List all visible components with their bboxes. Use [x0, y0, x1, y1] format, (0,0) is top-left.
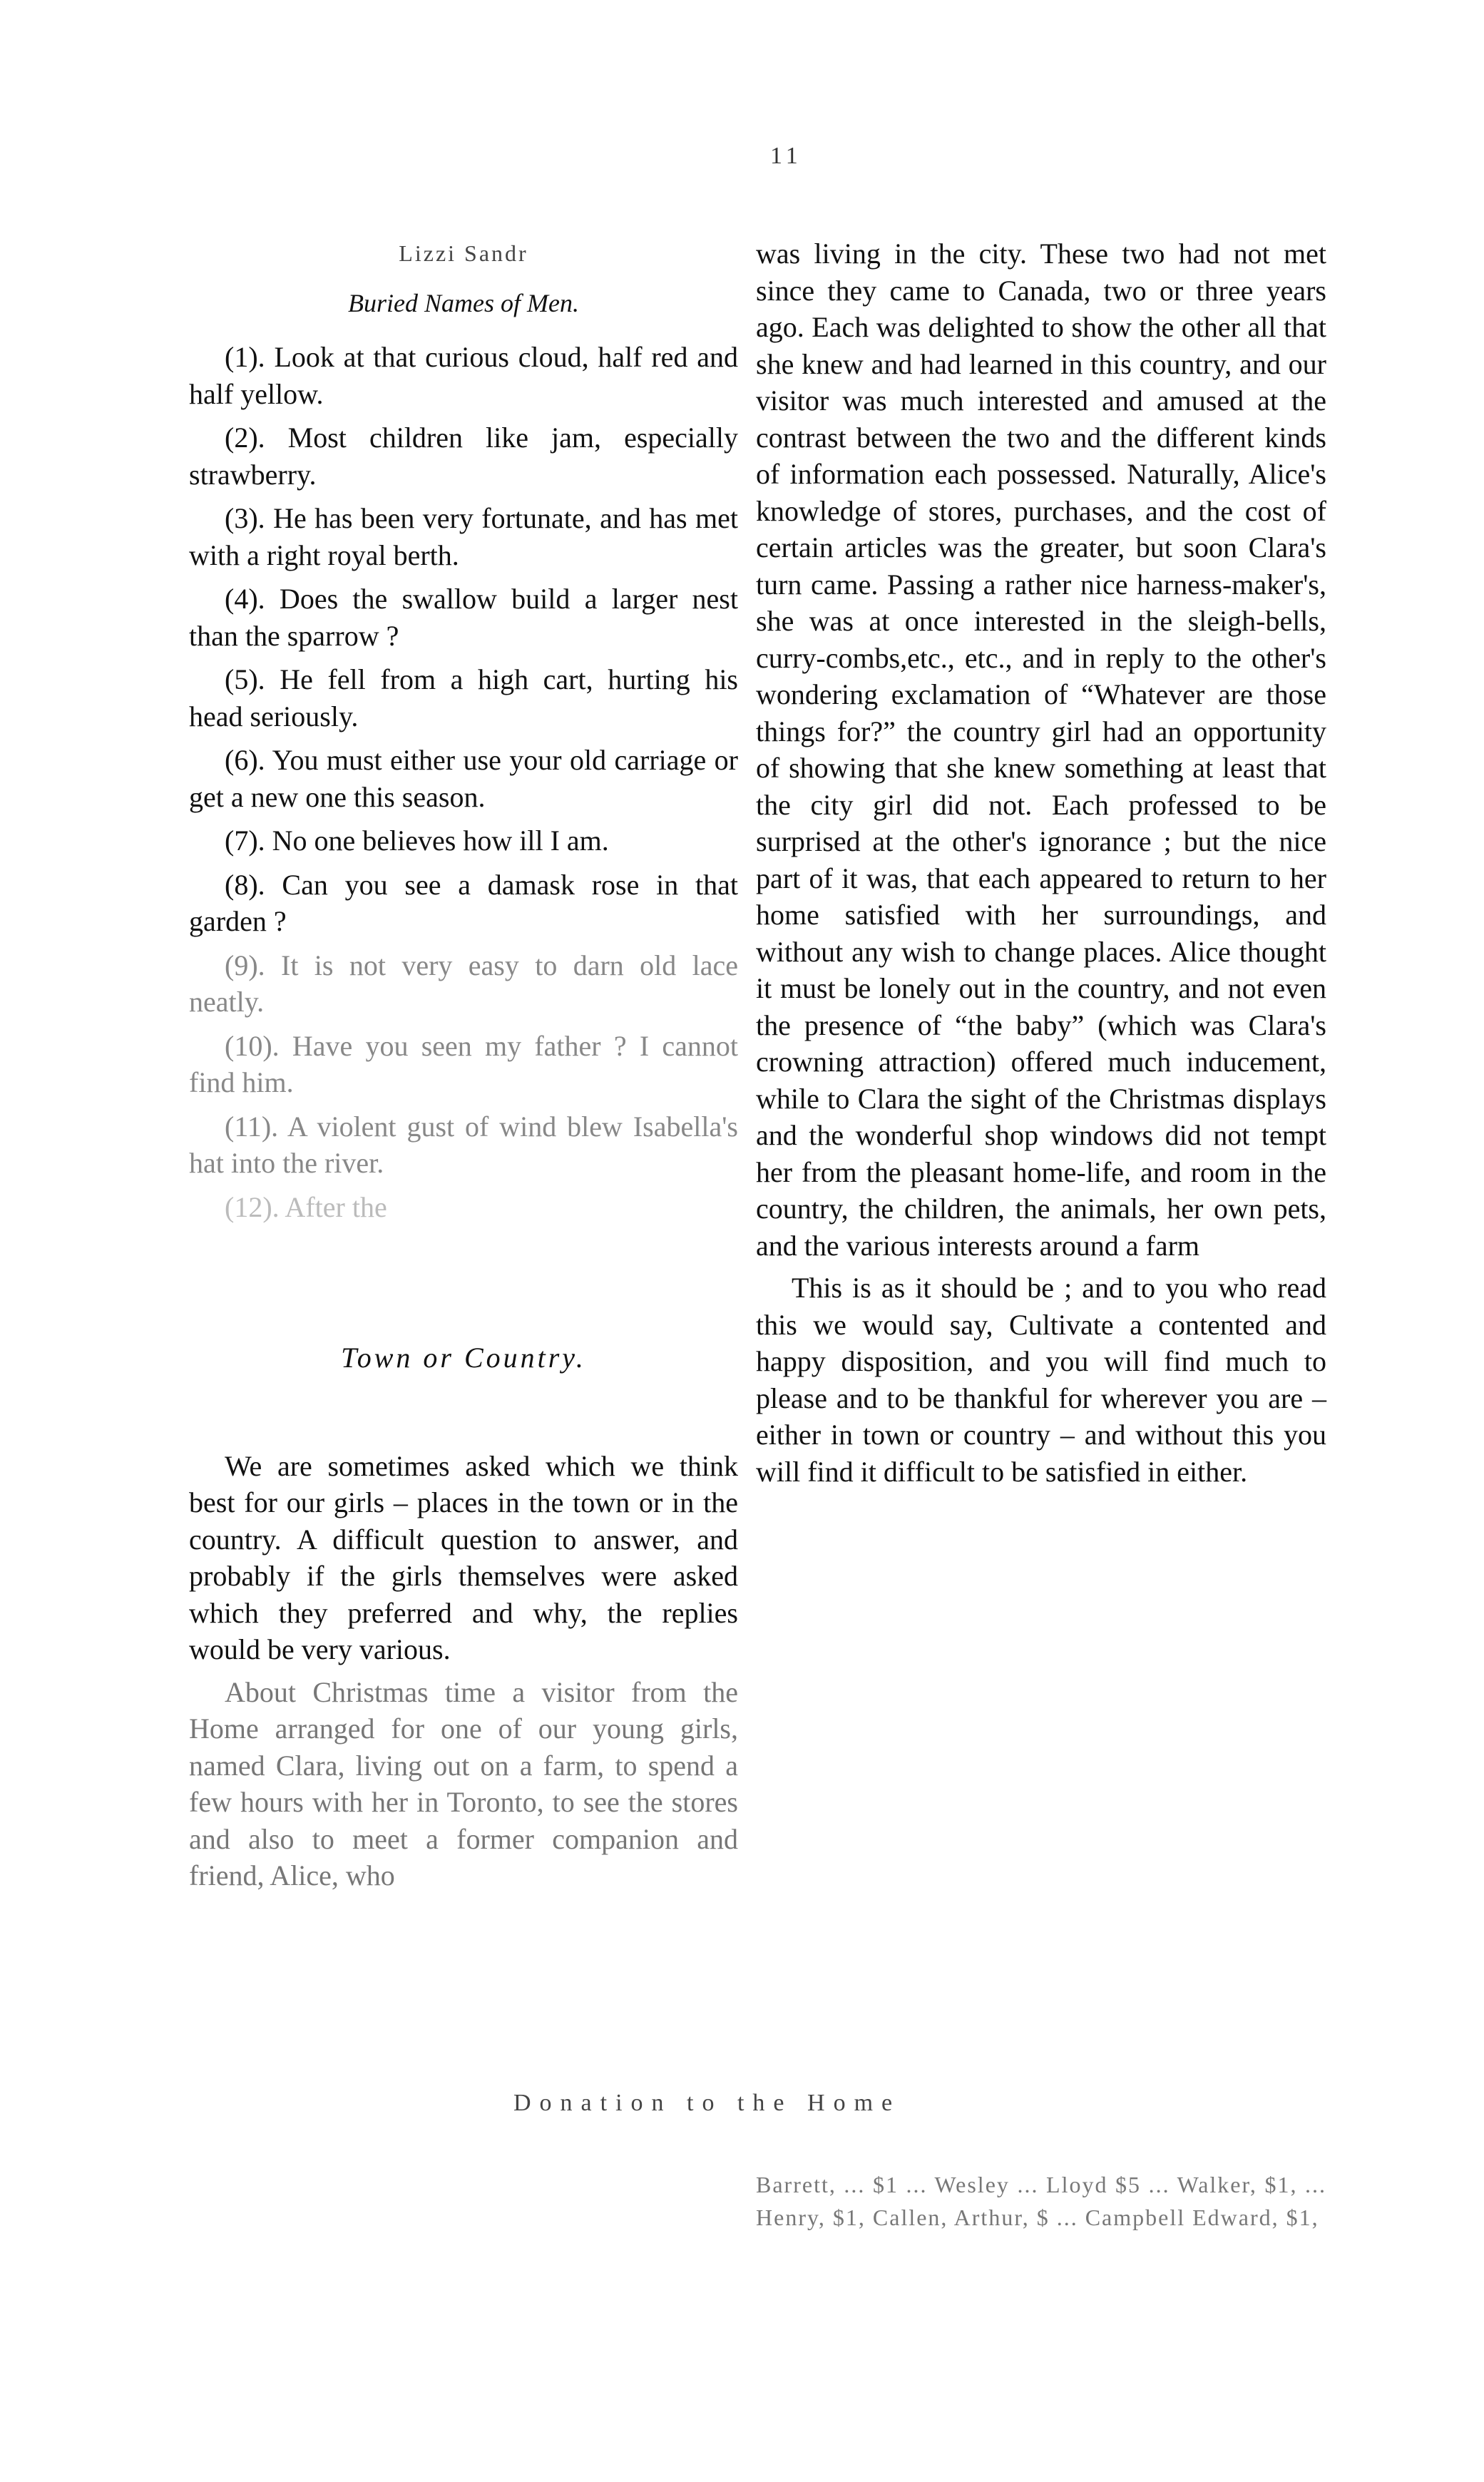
puzzle-item: (1). Look at that curious cloud, half red and half yellow. — [189, 341, 738, 410]
puzzle-item: (4). Does the swallow build a larger nest than the sparrow ? — [189, 583, 738, 652]
puzzle-item: (10). Have you seen my father ? I cannot find him. — [189, 1029, 738, 1098]
article-paragraph: We are sometimes asked which we think best for our girls – places in the town or in the country. A difficult question to answer, and probably if the girls themselves were asked which they preferred and why, the replies would be very various. — [189, 1449, 738, 1665]
article-paragraph: About Christmas time a visitor from the Home arranged for one of our young girls, named Clara, living out on a farm, to spend a few hours with her in Toronto, to see the stores and also to meet a former companion and friend, Alice, who — [189, 1675, 738, 1891]
puzzle-item: (11). A violent gust of wind blew Isabella's hat into the river. — [189, 1110, 738, 1179]
article-title: Town or Country. — [341, 1342, 586, 1374]
puzzle-item: (6). You must either use your old carriage or get a new one this season. — [189, 744, 738, 813]
donations-list: Barrett, ... $1 ... Wesley ... Lloyd $5 ... Walker, $1, ... Henry, $1, Callen, Arthur, $ ... Campbell Edward, $1, — [756, 2172, 1326, 2230]
puzzle-item: (5). He fell from a high cart, hurting his head seriously. — [189, 663, 738, 732]
left-column — [189, 235, 738, 1894]
puzzle-item: (12). After the — [225, 1190, 387, 1223]
puzzle-item: (2). Most children like jam, especially strawberry. — [189, 422, 738, 491]
contributor-name: Lizzi Sandr — [399, 240, 528, 266]
puzzle-title: Buried Names of Men. — [348, 288, 579, 317]
right-column — [756, 235, 1326, 1490]
page-number: 11 — [770, 143, 802, 169]
puzzle-item: (8). Can you see a damask rose in that garden ? — [189, 868, 738, 937]
article-paragraph: This is as it should be ; and to you who read this we would say, Cultivate a contented and happy disposition, and you will find much to please and to be thankful for wherever you are – either in town or country – and without this you will find it difficult to be satisfied in either. — [756, 1272, 1326, 1488]
article-paragraph: was living in the city. These two had not met since they came to Canada, two or three years ago. Each was delighted to show the other all that she knew and had learned in this country, and our visitor was much interested and amused at the contrast between the two and the different kinds of information each possessed. Naturally, Alice's knowledge of stores, purchases, and the cost of certain articles was the greater, but soon Clara's turn came. Passing a rather nice harness-maker's, she was at once interested in the sleigh-bells, curry-combs,etc., etc., and in reply to the other's wondering exclamation of “Whatever are those things for?” the country girl had an opportunity of showing that she knew something at least that the city girl did not. Each professed to be surprised at the other's ignorance ; but the nice part of it was, that each appeared to return to her home satisfied with her surroundings, and without any wish to change places. Alice thought it must be lonely out in the country, and not even the presence of “the baby” (which was Clara's crowning attraction) offered much inducement, while to Clara the sight of the Christmas displays and the wonderful shop windows did not tempt her from the pleasant home-life, and room in the country, the children, the animals, her own pets, and the various interests around a farm — [756, 238, 1326, 1262]
puzzle-item: (9). It is not very easy to darn old lace neatly. — [189, 949, 738, 1018]
puzzle-item: (3). He has been very fortunate, and has met with a right royal berth. — [189, 502, 738, 571]
puzzle-item: (7). No one believes how ill I am. — [225, 824, 609, 857]
donations-heading: Donation to the Home — [513, 2090, 901, 2116]
